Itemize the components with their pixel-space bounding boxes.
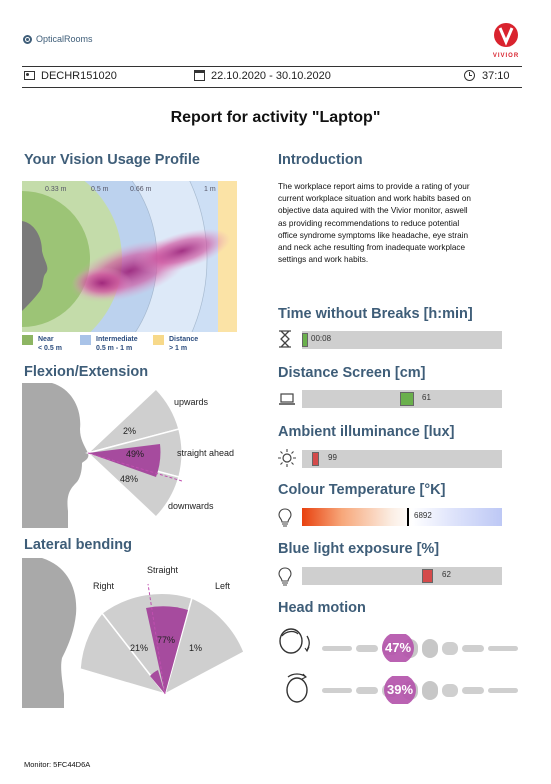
intro-line: The workplace report aims to provide a rating of your [278,182,470,191]
metric-bar-illuminance [302,450,502,468]
metric-bar-colour [302,508,502,526]
metric-value-distance: 61 [422,393,431,402]
duration: 37:10 [482,70,510,82]
metric-title-breaks: Time without Breaks [h:min] [278,306,473,322]
intro-line: office syndrome symptoms like headache, eye strain [278,230,469,240]
header-bar [22,66,522,88]
legend-near-label: Near [38,336,54,343]
logo-text: OpticalRooms [36,34,93,44]
flexion-value-downwards: 48% [120,474,139,484]
metric-marker-bluelight [422,569,433,583]
lateral-label-straight: Straight [147,565,179,575]
head-turn-icon [276,626,312,663]
metric-bar-bluelight [302,567,502,585]
bulb-icon [278,567,292,592]
intro-line: as providing recommendations to reduce potential [278,218,460,228]
intro-line: objective data aquired with the Vivior monitor, aswell [278,206,468,216]
metric-value-bluelight: 62 [442,570,451,579]
flexion-label-straight: straight ahead [177,448,235,458]
logo-icon [23,35,32,44]
sun-icon [277,448,297,473]
legend-distance-swatch [153,335,164,345]
legend-intermediate-label: Intermediate [96,336,138,343]
metric-bar-breaks [302,331,502,349]
legend-distance-range: > 1 m [169,345,188,352]
lateral-label-left: Left [215,581,231,591]
distance-tick-2: 0.66 m [130,186,152,193]
metric-value-breaks: 00:08 [311,334,332,343]
calendar-icon [194,70,205,81]
date-range: 22.10.2020 - 30.10.2020 [211,70,331,82]
lateral-title: Lateral bending [24,537,132,553]
logo [23,34,93,44]
introduction-title: Introduction [278,152,363,168]
vision-legend [22,335,237,357]
legend-intermediate-swatch [80,335,91,345]
head-back-silhouette [22,558,76,708]
metric-value-colour: 6892 [414,511,432,520]
metric-marker-breaks [302,333,308,347]
legend-near-swatch [22,335,33,345]
metric-marker-colour [407,508,409,526]
distance-tick-1: 0.5 m [91,186,109,193]
brand-text: VIVIOR [492,53,520,59]
monitor-id: Monitor: 5FC44D6A [24,760,91,769]
vision-profile-chart [22,181,237,332]
intro-line: and neck ache resulting from inadequate workplace [278,243,466,253]
metric-value-illuminance: 99 [328,453,337,462]
hourglass-icon [278,330,292,353]
flexion-label-downwards: downwards [168,501,214,511]
vision-profile-title: Your Vision Usage Profile [24,152,200,168]
head-motion-value-1: 47% [384,640,412,655]
head-motion-value-2: 39% [386,682,414,697]
brand-logo [490,22,522,59]
metric-title-distance: Distance Screen [cm] [278,365,426,381]
metric-marker-illuminance [312,452,319,466]
distance-tick-0: 0.33 m [45,186,67,193]
metric-title-bluelight: Blue light exposure [%] [278,541,440,557]
clock-icon [464,70,475,81]
metric-bar-distance [302,390,502,408]
intro-line: settings and work habits. [278,255,369,265]
brand-mark-icon [491,22,521,48]
metric-marker-distance [400,392,414,406]
head-motion-track-2 [322,676,522,704]
lateral-value-straight: 77% [157,635,176,645]
intro-line: current workplace situation and work habits based on [278,194,471,204]
id-badge-icon [24,71,35,80]
head-profile-silhouette [22,383,88,528]
introduction-text [278,181,528,266]
flexion-label-upwards: upwards [174,397,209,407]
metric-title-illuminance: Ambient illuminance [lux] [278,424,455,440]
legend-distance-label: Distance [169,336,199,343]
lateral-value-left: 1% [189,643,203,653]
flexion-value-upwards: 2% [123,426,137,436]
page-title: Report for activity "Laptop" [170,109,381,126]
distance-tick-3: 1 m [204,186,216,193]
report-id: DECHR151020 [41,70,117,82]
head-motion-track-1 [322,634,522,662]
lateral-label-right: Right [93,581,115,591]
flexion-value-straight: 49% [126,449,145,459]
lateral-value-right: 21% [130,643,149,653]
legend-intermediate-range: 0.5 m - 1 m [96,345,133,352]
laptop-icon [278,392,296,410]
bulb-icon [278,508,292,533]
metric-title-colour: Colour Temperature [°K] [278,482,446,498]
legend-near-range: < 0.5 m [38,345,62,352]
head-motion-title: Head motion [278,600,366,616]
head-tilt-icon [283,672,311,709]
flexion-title: Flexion/Extension [24,364,149,380]
